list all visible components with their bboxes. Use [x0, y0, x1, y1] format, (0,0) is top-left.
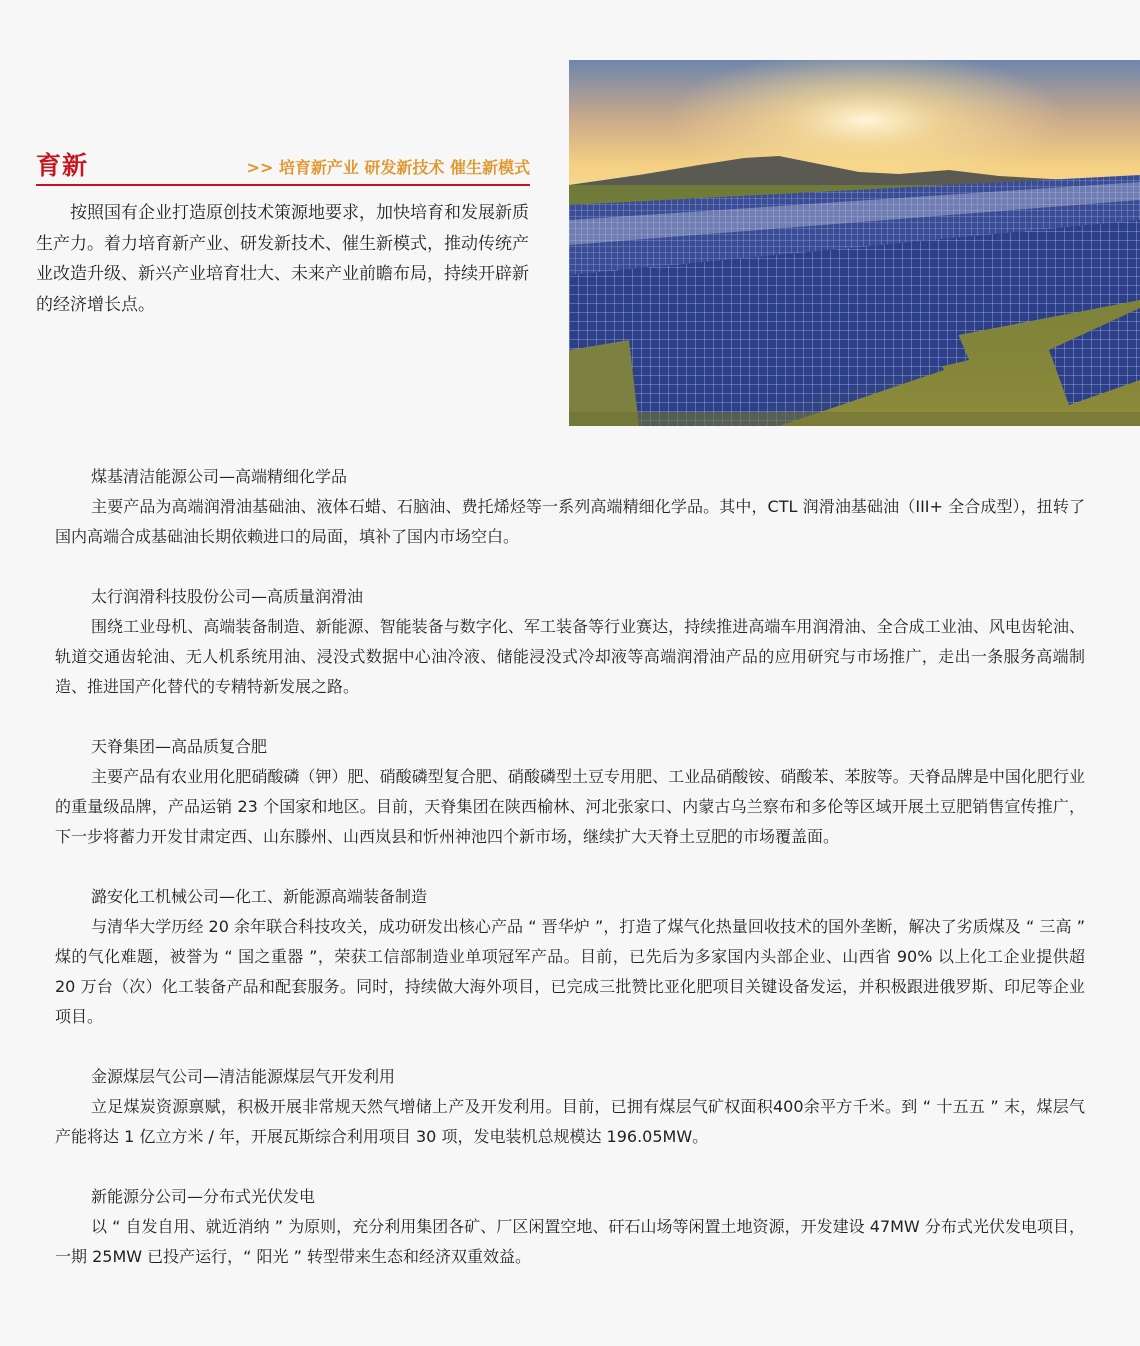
- section-header: [36, 146, 530, 186]
- intro-paragraph: 按照国有企业打造原创技术策源地要求，加快培育和发展新质生产力。着力培育新产业、研发新技术、催生新模式，推动传统产业改造升级、新兴产业培育壮大、未来产业前瞻布局，持续开辟新的经济增长点。: [36, 203, 529, 315]
- section-item: [55, 462, 1085, 552]
- section-body: 主要产品为高端润滑油基础油、液体石蜡、石脑油、费托烯烃等一系列高端精细化学品。其中，CTL 润滑油基础油（III+ 全合成型），扭转了国内高端合成基础油长期依赖进口的局面，填补了国内市场空白。: [55, 497, 1085, 546]
- section-item: [55, 1062, 1085, 1152]
- section-item: [55, 582, 1085, 702]
- section-body: 主要产品有农业用化肥硝酸磷（钾）肥、硝酸磷型复合肥、硝酸磷型土豆专用肥、工业品硝酸铵、硝酸苯、苯胺等。天脊品牌是中国化肥行业的重量级品牌，产品运销 23 个国家和地区。目前，天脊集团在陕西榆林、河北张家口、内蒙古乌兰察布和多伦等区域开展土豆肥销售宣传推广，下一步将蓄力开发甘肃定西、山东滕州、山西岚县和忻州神池四个新市场，继续扩大天脊土豆肥的市场覆盖面。: [55, 767, 1085, 846]
- section-body: 围绕工业母机、高端装备制造、新能源、智能装备与数字化、军工装备等行业赛达，持续推进高端车用润滑油、全合成工业油、风电齿轮油、轨道交通齿轮油、无人机系统用油、浸没式数据中心油冷液、储能浸没式冷却液等高端润滑油产品的应用研究与市场推广，走出一条服务高端制造、推进国产化替代的专精特新发展之路。: [55, 617, 1085, 696]
- page-title: 育新: [36, 151, 89, 180]
- section-body: 立足煤炭资源禀赋，积极开展非常规天然气增储上产及开发利用。目前，已拥有煤层气矿权面积400余平方千米。到 “ 十五五 ” 末，煤层气产能将达 1 亿立方米 / 年，开展瓦斯综合利用项目 30 项，发电装机总规模达 196.05MW。: [55, 1097, 1085, 1146]
- solar-panel-field-photo: [569, 60, 1140, 426]
- section-item: [55, 1182, 1085, 1272]
- section-title: 太行润滑科技股份公司—高质量润滑油: [91, 587, 364, 606]
- section-title: 煤基清洁能源公司—高端精细化学品: [91, 467, 348, 486]
- section-item: [55, 732, 1085, 852]
- section-title: 金源煤层气公司—清洁能源煤层气开发利用: [91, 1067, 396, 1086]
- company-sections: [55, 462, 1085, 1302]
- section-title: 天脊集团—高品质复合肥: [91, 737, 268, 756]
- header-tagline: >> 培育新产业 研发新技术 催生新模式: [246, 158, 530, 177]
- section-body: 以 “ 自发自用、就近消纳 ” 为原则，充分利用集团各矿、厂区闲置空地、矸石山场等闲置土地资源，开发建设 47MW 分布式光伏发电项目，一期 25MW 已投产运行，“ 阳光 ” 转型带来生态和经济双重效益。: [55, 1217, 1085, 1266]
- section-title: 潞安化工机械公司—化工、新能源高端装备制造: [91, 887, 428, 906]
- section-title: 新能源分公司—分布式光伏发电: [91, 1187, 316, 1206]
- section-body: 与清华大学历经 20 余年联合科技攻关，成功研发出核心产品 “ 晋华炉 ”，打造了煤气化热量回收技术的国外垄断，解决了劣质煤及 “ 三高 ” 煤的气化难题，被誉为 “ 国之重器 ”，荣获工信部制造业单项冠军产品。目前，已先后为多家国内头部企业、山西省 90% 以上化工企业提供超 20 万台（次）化工装备产品和配套服务。同时，持续做大海外项目，已完成三批赞比亚化肥项目关键设备发运，并积极跟进俄罗斯、印尼等企业项目。: [55, 917, 1085, 1026]
- section-item: [55, 882, 1085, 1032]
